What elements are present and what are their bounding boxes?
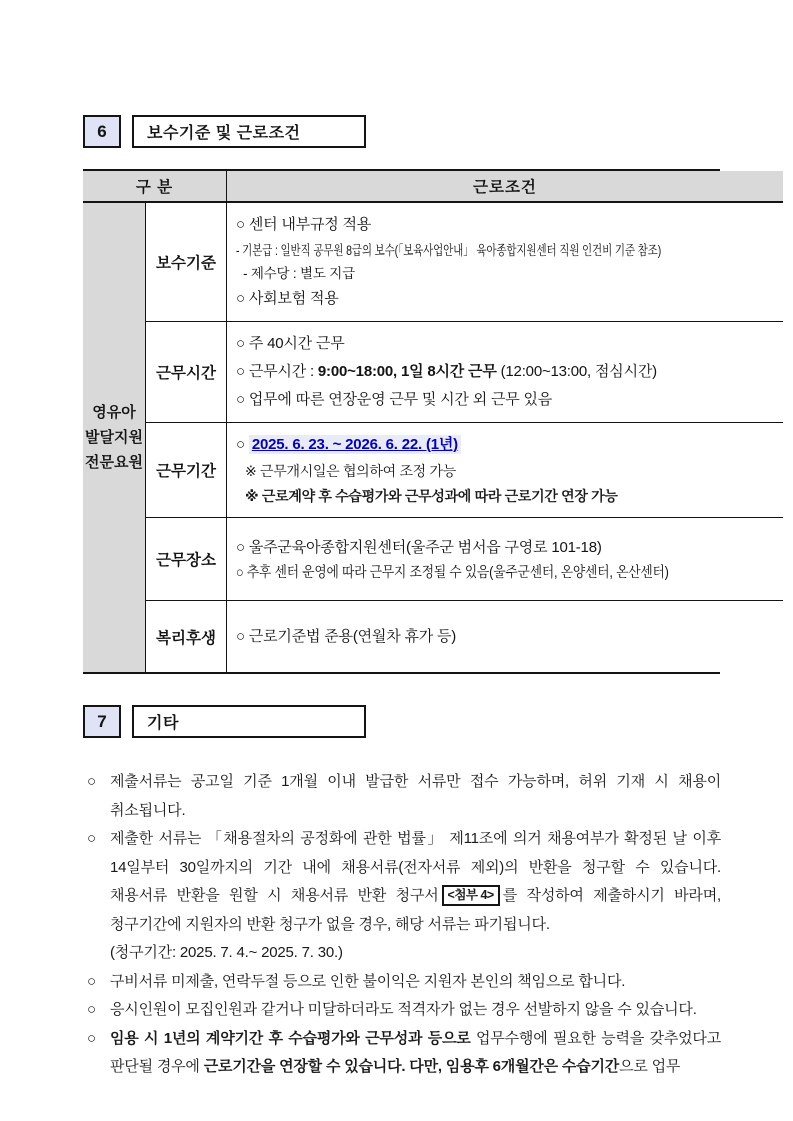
content-line xyxy=(236,262,781,285)
row-label-근무시간: 근무시간 xyxy=(146,321,227,422)
row-label-근무기간: 근무기간 xyxy=(146,422,227,517)
text-segment: 제출서류는 공고일 기준 1개월 이내 발급한 서류만 접수 가능하며, 허위 기재 시 채용이 취소됩니다. xyxy=(110,773,721,819)
row-content-근무기간 xyxy=(227,422,783,517)
circle-bullet-icon: ○ xyxy=(87,1001,96,1018)
note-item-3 xyxy=(87,968,721,997)
row-label-근무장소: 근무장소 xyxy=(146,517,227,600)
row-content-보수기준 xyxy=(227,203,783,321)
circle-bullet-icon: ○ xyxy=(87,773,96,790)
section-7-number-badge: 7 xyxy=(83,705,121,738)
bold-text: 9:00~18:00, 1일 8시간 근무 xyxy=(317,363,497,380)
group-label-line: 영유아 xyxy=(92,404,136,421)
content-line xyxy=(236,212,781,238)
text-segment: 를 작성하여 제출하시기 바라며, 청구기간에 지원자의 반환 청구가 없을 경우, 해당 서류는 파기됩니다. xyxy=(110,887,721,933)
text-segment: ○ xyxy=(236,436,249,453)
content-line xyxy=(236,239,661,262)
note-item-2 xyxy=(87,825,721,968)
text-segment: ○ 사회보험 적용 xyxy=(236,290,339,307)
row-content-복리후생 xyxy=(227,600,783,672)
table-group-label xyxy=(83,203,146,672)
content-line xyxy=(236,535,781,561)
table-header-conditions: 근로조건 xyxy=(227,171,783,203)
text-segment: 으로 업무 xyxy=(619,1058,681,1075)
row-label-보수기준: 보수기준 xyxy=(146,203,227,321)
section-7-header xyxy=(83,705,793,738)
content-line xyxy=(236,432,781,458)
content-line xyxy=(236,624,781,650)
text-segment: 업무수행에 필요한 능력을 갖추었다고 판단될 경우에 xyxy=(110,1029,722,1075)
text-segment: - 기본급 : 일반직 공무원 8급의 보수(「보육사업안내」 육아종합지원센터 직원 인건비 기준 참조) xyxy=(236,243,662,258)
text-segment: ※ 근무개시일은 협의하여 조정 가능 xyxy=(245,463,456,479)
text-segment: (12:00~13:00, 점심시간) xyxy=(496,363,657,380)
text-segment: ○ 센터 내부규정 적용 xyxy=(236,216,372,233)
text-segment: 제출한 서류는 「채용절차의 공정화에 관한 법률」 제11조에 의거 채용여부가 확정된 날 이후 14일부터 30일까지의 기간 내에 채용서류(전자서류 제외)의 반환을 청구할 수 있습니다. 채용서류 반환을 원할 시 채용서류 반환 청구서 xyxy=(110,830,721,904)
group-label-line: 발달지원 xyxy=(85,429,143,446)
text-segment: ○ 주 40시간 근무 xyxy=(236,335,345,352)
group-label-line: 전문요원 xyxy=(85,454,143,471)
text-segment: (청구기간: 2025. 7. 4.~ 2025. 7. 30.) xyxy=(110,944,343,961)
note-item-4 xyxy=(87,996,721,1025)
notes-list xyxy=(87,768,721,1082)
circle-bullet-icon: ○ xyxy=(87,972,96,990)
row-label-복리후생: 복리후생 xyxy=(146,600,227,672)
circle-bullet-icon: ○ xyxy=(87,1029,96,1047)
row-content-근무장소 xyxy=(227,517,783,600)
section-7-title: 기타 xyxy=(132,705,366,738)
section-6-title: 보수기준 및 근로조건 xyxy=(132,115,366,148)
section-6-number-badge: 6 xyxy=(83,115,121,148)
working-conditions-table xyxy=(83,169,720,674)
content-line xyxy=(236,286,781,312)
attachment-4-box: <첨부 4> xyxy=(442,885,500,906)
text-segment: ○ 울주군육아종합지원센터(울주군 범서읍 구영로 101-18) xyxy=(236,538,602,556)
table-header-category: 구 분 xyxy=(83,171,227,203)
content-line xyxy=(236,331,781,357)
text-segment: 응시인원이 모집인원과 같거나 미달하더라도 적격자가 없는 경우 선발하지 않을 수 있습니다. xyxy=(110,1001,697,1018)
contract-period-highlight: 2025. 6. 23. ~ 2026. 6. 22. (1년) xyxy=(249,435,461,454)
text-segment: ○ 근무시간 : xyxy=(236,363,318,380)
bold-text: 근로기간을 연장할 수 있습니다. 다만, 임용후 6개월간은 수습기간 xyxy=(203,1058,620,1075)
note-item-1 xyxy=(87,768,721,825)
row-content-근무시간 xyxy=(227,321,783,422)
text-segment: ○ 추후 센터 운영에 따라 근무지 조정될 수 있음(울주군센터, 온양센터, 온산센터) xyxy=(236,564,669,581)
content-line xyxy=(236,562,716,585)
content-line xyxy=(236,459,781,484)
bold-text: ※ 근로계약 후 수습평가와 근무성과에 따라 근로기간 연장 가능 xyxy=(245,488,618,504)
content-line xyxy=(236,359,781,385)
section-6-header xyxy=(83,115,793,148)
content-line xyxy=(236,484,781,509)
note-item-5 xyxy=(87,1025,721,1082)
text-segment: ○ 업무에 따른 연장운영 근무 및 시간 외 근무 있음 xyxy=(236,391,553,408)
bold-text: 임용 시 1년의 계약기간 후 수습평가와 근무성과 등으로 xyxy=(110,1029,471,1047)
text-segment: ○ 근로기준법 준용(연월차 휴가 등) xyxy=(236,627,457,645)
circle-bullet-icon: ○ xyxy=(87,830,96,847)
text-segment: - 제수당 : 별도 지급 xyxy=(243,266,355,281)
text-segment: 구비서류 미제출, 연락두절 등으로 인한 불이익은 지원자 본인의 책임으로 합니다. xyxy=(110,972,626,990)
content-line xyxy=(236,387,781,413)
